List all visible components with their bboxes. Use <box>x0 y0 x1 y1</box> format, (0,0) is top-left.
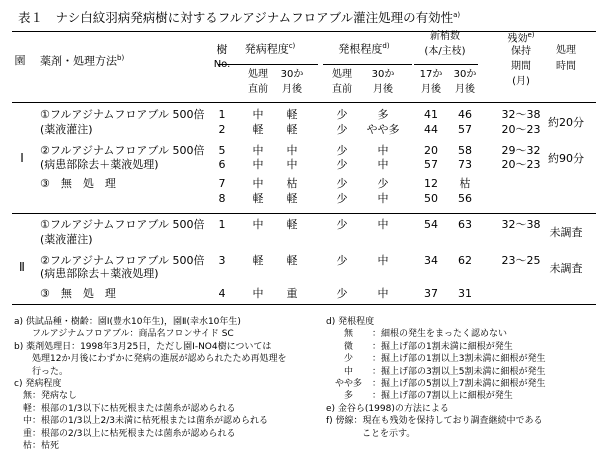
cell-time: 未調査 <box>549 226 583 239</box>
cell-root_a: 多 <box>377 108 389 121</box>
footnote-right-key: 少 <box>326 354 354 365</box>
cell-time: 未調査 <box>549 262 583 275</box>
cell-no: 5 <box>218 144 226 157</box>
garden-separator-rule <box>12 213 596 214</box>
header-newbranch: 新梢数 <box>430 31 460 42</box>
footnote-right-key: f) 傍線：現在も残効を保持しており調査継続中である <box>326 416 543 427</box>
header-subcolumn: 月後 <box>282 84 302 95</box>
cell-res: 23～25 <box>501 254 541 267</box>
cell-dis_a: 軽 <box>286 192 298 205</box>
cell-dis_a: 中 <box>286 144 298 157</box>
cell-no: 4 <box>218 287 226 300</box>
cell-root_b: 少 <box>336 287 348 300</box>
cell-dis_a: 軽 <box>286 254 298 267</box>
footnote-right-text: ：掘上げ部の5割以上7割未満に細根が発生 <box>372 379 546 389</box>
cell-n17: 41 <box>424 108 438 121</box>
cell-n17: 34 <box>424 254 438 267</box>
header-subcolumn: 直前 <box>332 84 352 95</box>
cell-no: 2 <box>218 123 226 136</box>
footnote-left: 中：根部の1/3以上2/3未満に枯死根または菌糸が認められる <box>14 416 268 427</box>
footnote-right-key: 多 <box>326 391 354 402</box>
cell-root_a: 中 <box>377 218 389 231</box>
table-title: 表１ ナシ白紋羽病発病樹に対するフルアジナムフロアブル灌注処理の有効性$^{a)}$ <box>18 10 461 26</box>
cell-n17: 44 <box>424 123 438 136</box>
cell-n17: 12 <box>424 177 438 190</box>
cell-root_a: 中 <box>377 192 389 205</box>
row-method: (薬液灌注) <box>40 233 93 246</box>
cell-res: 32～38 <box>501 108 541 121</box>
footnote-left: 軽：根部の1/3以下に枯死根または菌糸が認められる <box>14 403 236 414</box>
header-subcolumn: 30か <box>280 69 304 80</box>
footnote-marker: b) <box>117 54 125 62</box>
cell-no: 8 <box>218 192 226 205</box>
cell-dis_b: 軽 <box>252 123 264 136</box>
cell-n17: 50 <box>424 192 438 205</box>
row-method: (病患部除去＋薬液処理) <box>40 158 159 171</box>
header-subcolumn: 17か <box>419 69 443 80</box>
header-residual: 残効$^{e)}$ <box>507 31 535 45</box>
header-subrule-root <box>323 64 412 65</box>
header-residual-sub: 保持 <box>511 46 531 57</box>
row-method: ①フルアジナムフロアブル 500倍 <box>40 108 205 121</box>
footnote-right-text: ：掘上げ部の1割以上3割未満に細根が発生 <box>372 354 546 365</box>
cell-n17: 57 <box>424 158 438 171</box>
cell-no: 3 <box>218 254 226 267</box>
footnote-left: b) 薬剤処理日：1998年3月25日，ただし園Ⅰ-NO4樹については <box>14 341 272 352</box>
cell-root_a: 中 <box>377 287 389 300</box>
row-method: ③ 無 処 理 <box>40 287 116 300</box>
cell-n30: 62 <box>458 254 472 267</box>
header-subcolumn: 処理 <box>332 69 352 80</box>
cell-n30: 46 <box>458 108 472 121</box>
footnote-left: 無：発病なし <box>14 391 78 402</box>
cell-dis_b: 中 <box>252 287 264 300</box>
footnote-left: 枯：枯死 <box>14 441 60 451</box>
cell-dis_b: 軽 <box>252 254 264 267</box>
cell-dis_a: 軽 <box>286 108 298 121</box>
cell-root_a: 少 <box>377 177 389 190</box>
garden-label: Ⅰ <box>20 151 24 165</box>
footnote-left: 処理12か月後にわずかに発病の進展が認められたため再処理を <box>14 354 287 365</box>
header-subcolumn: 処理 <box>248 69 268 80</box>
cell-dis_b: 中 <box>252 177 264 190</box>
footnote-right-key: 中 <box>326 366 354 377</box>
header-subcolumn: 月後 <box>421 84 441 95</box>
cell-root_b: 少 <box>336 254 348 267</box>
row-method: ②フルアジナムフロアブル 500倍 <box>40 144 205 157</box>
row-method: (病患部除去＋薬液処理) <box>40 267 159 280</box>
footnote-right-text: ：掘上げ部の3割以上5割未満に細根が発生 <box>372 366 546 377</box>
cell-dis_b: 軽 <box>252 192 264 205</box>
table-bottom-rule <box>12 304 596 305</box>
cell-res: 32～38 <box>501 218 541 231</box>
cell-n30: 63 <box>458 218 472 231</box>
row-method: (薬液灌注) <box>40 123 93 136</box>
header-newbranch-unit: (本/主枝) <box>424 46 466 57</box>
footnote-right-text: ：細根の発生をまったく認めない <box>372 329 508 340</box>
cell-res: 20～23 <box>501 123 541 136</box>
cell-root_b: 少 <box>336 108 348 121</box>
footnote-right-key: 微 <box>326 341 354 352</box>
cell-dis_a: 中 <box>286 158 298 171</box>
cell-n30: 73 <box>458 158 472 171</box>
cell-res: 29～32 <box>501 144 541 157</box>
header-residual-sub: (月) <box>512 76 530 87</box>
row-method: ③ 無 処 理 <box>40 177 116 190</box>
cell-dis_b: 中 <box>252 108 264 121</box>
cell-dis_a: 軽 <box>286 123 298 136</box>
cell-root_a: 中 <box>377 254 389 267</box>
cell-dis_a: 軽 <box>286 218 298 231</box>
cell-root_b: 少 <box>336 123 348 136</box>
cell-n17: 54 <box>424 218 438 231</box>
header-tree-no: 樹 <box>216 43 228 56</box>
cell-n30: 枯 <box>459 177 471 190</box>
header-subcolumn: 直前 <box>248 84 268 95</box>
header-subcolumn: 月後 <box>455 84 475 95</box>
header-method: 薬剤・処理方法$^{b)}$ <box>40 54 125 68</box>
footnote-marker: a) <box>453 11 461 19</box>
header-disease: 発病程度$^{c)}$ <box>244 42 296 56</box>
header-subrule-newbranch <box>414 64 478 65</box>
cell-no: 7 <box>218 177 226 190</box>
cell-no: 6 <box>218 158 226 171</box>
cell-n30: 57 <box>458 123 472 136</box>
header-time: 処理 <box>556 45 576 56</box>
footnote-right-key: e) 金谷ら(1998)の方法による <box>326 403 449 414</box>
cell-dis_b: 中 <box>252 218 264 231</box>
cell-root_b: 少 <box>336 144 348 157</box>
footnote-left: 重：根部の2/3以上に枯死根または菌糸が認められる <box>14 428 236 439</box>
garden-label: Ⅱ <box>19 260 25 274</box>
footnote-right-key: やや多 <box>326 379 363 389</box>
cell-time: 約90分 <box>548 152 584 165</box>
footnote-right-key: 無 <box>326 329 354 340</box>
row-method: ①フルアジナムフロアブル 500倍 <box>40 218 205 231</box>
cell-root_a: やや多 <box>366 123 400 136</box>
header-residual-sub: 期間 <box>511 61 531 72</box>
row-method: ②フルアジナムフロアブル 500倍 <box>40 254 205 267</box>
cell-n30: 31 <box>458 287 472 300</box>
footnote-left: c) 発病程度 <box>14 379 62 389</box>
cell-res: 20～23 <box>501 158 541 171</box>
header-tree-no-sub: No. <box>213 59 231 70</box>
cell-dis_b: 中 <box>252 158 264 171</box>
header-garden: 園 <box>14 54 26 67</box>
cell-dis_a: 重 <box>286 287 298 300</box>
cell-dis_a: 枯 <box>286 177 298 190</box>
footnote-right-key: d) 発根程度 <box>326 317 375 327</box>
header-bottom-rule <box>12 102 596 103</box>
footnote-marker: c) <box>288 42 296 50</box>
header-time: 時間 <box>556 61 576 72</box>
footnote-marker: d) <box>382 42 390 50</box>
header-subcolumn: 30か <box>453 69 477 80</box>
footnote-left: a) 供試品種・樹齢：園Ⅰ(豊水10年生)，園Ⅱ(幸水10年生) <box>14 317 241 327</box>
cell-no: 1 <box>218 108 226 121</box>
footnote-marker: e) <box>527 31 535 39</box>
cell-n17: 20 <box>424 144 438 157</box>
footnote-left: フルアジナムフロアブル：商品名フロンサイド SC <box>14 329 234 340</box>
header-subcolumn: 30か <box>371 69 395 80</box>
cell-n30: 58 <box>458 144 472 157</box>
cell-time: 約20分 <box>548 116 584 129</box>
header-subrule-disease <box>218 64 318 65</box>
footnote-right-text: ：掘上げ部の7割以上に細根が発生 <box>372 391 513 402</box>
cell-n30: 56 <box>458 192 472 205</box>
footnote-left: 行った。 <box>14 366 69 377</box>
cell-root_b: 少 <box>336 177 348 190</box>
cell-root_b: 少 <box>336 218 348 231</box>
header-root: 発根程度$^{d)}$ <box>338 42 390 56</box>
footnote-right-key: ことを示す。 <box>326 428 416 439</box>
cell-no: 1 <box>218 218 226 231</box>
footnote-right-text: ：掘上げ部の1割未満に細根が発生 <box>372 341 513 352</box>
cell-root_a: 中 <box>377 158 389 171</box>
header-subcolumn: 月後 <box>373 84 393 95</box>
cell-n17: 37 <box>424 287 438 300</box>
cell-root_b: 少 <box>336 158 348 171</box>
cell-root_b: 少 <box>336 192 348 205</box>
cell-root_a: 中 <box>377 144 389 157</box>
cell-dis_b: 中 <box>252 144 264 157</box>
